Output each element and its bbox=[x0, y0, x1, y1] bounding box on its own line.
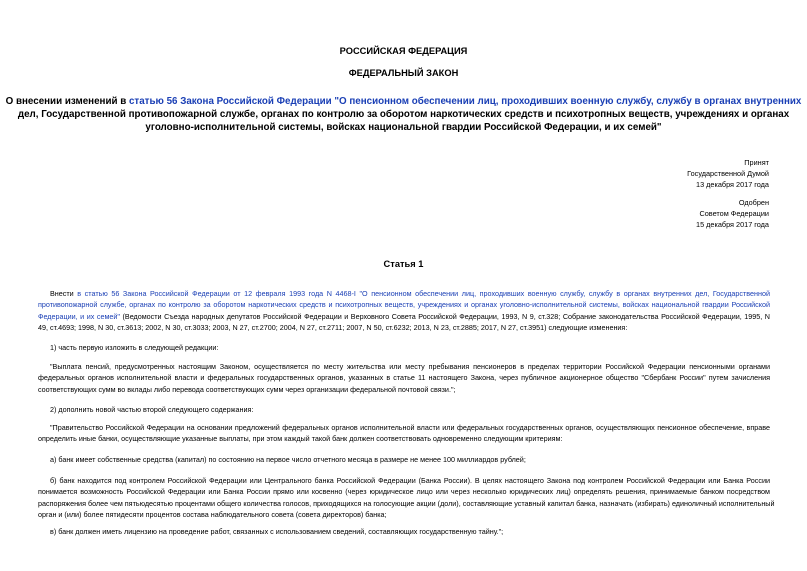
text-line: "Правительство Российской Федерации на основании предложений федеральных органов исполнительной власти или федеральных государственных органов, осуществляющих пенсионное обеспечение, вправе bbox=[50, 423, 770, 432]
text-line: б) банк находится под контролем Российской Федерации или Центрального банка Российской Федерации (Банка России). В целях настоящего Закона под контролем Российской Федерации или Банка России bbox=[50, 476, 770, 485]
text-line: распоряжения более чем пятьюдесятью процентами общего количества голосов, приходящихся на голосующие акции (доли), составляющие уставный капитал банка, назначать (избирать) единоличный исполнительный bbox=[38, 498, 775, 508]
text-line: 1) часть первую изложить в следующей редакции: bbox=[50, 343, 219, 352]
quote-1 bbox=[38, 361, 770, 395]
law-title-prefix: О внесении изменений в bbox=[5, 96, 129, 107]
intro-sources: (Ведомости Съезда народных депутатов Российской Федерации и Верховного Совета Российской Федерации, 1993, N 9, ст.328; Собрание законодательства Российской Федерации, 1995, N bbox=[119, 311, 771, 321]
text-line bbox=[38, 311, 770, 322]
sub-item-a bbox=[38, 454, 770, 465]
text-line: определить иные банки, осуществляющие указанные выплаты, при этом каждый такой банк должен соответствовать одновременно следующим критериям: bbox=[38, 434, 563, 444]
adoption-approved bbox=[696, 197, 769, 231]
text-line: 49, ст.4693; 1998, N 30, ст.3613; 2002, N 30, ст.3033; 2003, N 27, ст.2700; 2004, N 27, ст.2711; 2007, N 50, ст.6232; 2013, N 23, ст.2885; 2017, N 27, ст.3951) следующие изменения: bbox=[38, 322, 628, 332]
text-line: а) банк имеет собственные средства (капитал) по состоянию на первое число отчетного месяца в размере не менее 100 миллиардов рублей; bbox=[50, 455, 526, 464]
text-line: федеральных органов исполнительной власти и федеральных государственных органов, указанных в статье 11 настоящего Закона, через публичное акционерное общество "Сбербанк России" путем зачисления bbox=[38, 373, 770, 383]
sub-item-b bbox=[38, 475, 775, 520]
accepted-by: Государственной Думой bbox=[687, 169, 769, 179]
article-link-end[interactable]: Федерации, и их семей" bbox=[38, 311, 120, 321]
sub-item-v bbox=[38, 526, 770, 537]
adoption-accepted bbox=[687, 157, 769, 191]
doc-type-heading: ФЕДЕРАЛЬНЫЙ ЗАКОН bbox=[348, 68, 459, 78]
text-line: в) банк должен иметь лицензию на проведение работ, связанных с использованием сведений, составляющих государственную тайну."; bbox=[50, 527, 504, 536]
text-line: соответствующих сумм во вклады либо перевода соответствующих сумм через организации федеральной почтовой связи."; bbox=[38, 384, 456, 394]
law-title-line: уголовно-исполнительной системы, войсках национальной гвардии Российской Федерации, и их семей" bbox=[145, 122, 662, 133]
approved-label: Одобрен bbox=[738, 198, 769, 207]
law-title-line bbox=[0, 95, 807, 108]
approved-by: Советом Федерации bbox=[699, 209, 769, 219]
quote-2 bbox=[38, 422, 770, 445]
intro-prefix: Внести bbox=[50, 289, 78, 298]
article-intro bbox=[38, 288, 770, 333]
article-link[interactable]: в статью 56 Закона Российской Федерации от 12 февраля 1993 года N 4468-I "О пенсионном обеспечении лиц, проходивших военную службу, службу в органах внутренних дел, Государственной bbox=[77, 289, 770, 298]
accepted-date: 13 декабря 2017 года bbox=[696, 180, 769, 190]
text-line bbox=[38, 288, 770, 299]
item-1 bbox=[38, 342, 770, 353]
text-line: "Выплата пенсий, предусмотренных настоящим Законом, осуществляется по месту жительства или месту пребывания пенсионеров в пределах территории Российской Федерации пенсионными органами bbox=[50, 362, 770, 371]
article-link-cont[interactable]: противопожарной службе, органах по контролю за оборотом наркотических средств и психотропных веществ, учреждениях и органах уголовно-исполнительной системы, войсках национальной гвардии Российской bbox=[38, 300, 770, 310]
text-line: понимается возможность Российской Федерации или Банка России прямо или косвенно (через юридическое лицо или через несколько юридических лиц) определять решения, принимаемые банком посредством bbox=[38, 487, 770, 497]
accepted-label: Принят bbox=[744, 158, 769, 167]
law-title-line: дел, Государственной противопожарной службе, органах по контролю за оборотом наркотических средств и психотропных веществ, учреждениях и органах bbox=[17, 109, 790, 120]
text-line: 2) дополнить новой частью второй следующего содержания: bbox=[50, 405, 254, 414]
law-article-link[interactable]: статью 56 Закона Российской Федерации "О пенсионном обеспечении лиц, проходивших военную службу, службу в органах внутренних bbox=[128, 96, 802, 107]
country-heading: РОССИЙСКАЯ ФЕДЕРАЦИЯ bbox=[339, 46, 468, 56]
item-2 bbox=[38, 404, 770, 415]
approved-date: 15 декабря 2017 года bbox=[696, 220, 769, 230]
text-line: орган и (или) более пятидесяти процентов состава наблюдательного совета (совета директоров) банка; bbox=[38, 509, 387, 519]
law-title bbox=[0, 95, 807, 134]
article-heading: Статья 1 bbox=[383, 259, 424, 269]
